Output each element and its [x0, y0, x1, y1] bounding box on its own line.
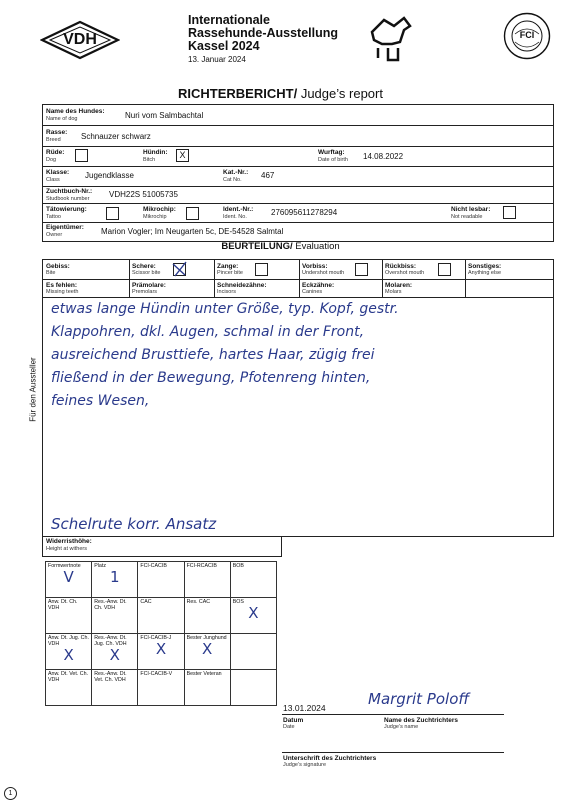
results-cell[interactable] — [230, 598, 276, 634]
results-cell-label: Anw. Dt. Ch. VDH — [48, 599, 78, 611]
results-row — [46, 634, 277, 670]
results-cell-mark: X — [202, 640, 213, 658]
results-cell-label: Formwertnote — [48, 563, 81, 569]
not-readable-sub: Not readable — [451, 214, 483, 220]
date-label: Datum — [283, 717, 304, 724]
evaluation-title-en: Evaluation — [295, 241, 340, 252]
female-label: Hündin: — [143, 149, 168, 156]
page-number — [4, 787, 17, 800]
handwritten-line: Klappohren, dkl. Augen, schmal in der Front, — [51, 324, 365, 340]
premolar-sub: Premolars — [132, 289, 158, 295]
dog-name-sub: Name of dog — [46, 116, 78, 122]
premolar-label: Prämolare: — [132, 282, 166, 289]
fci-logo-text: FCI — [519, 30, 535, 40]
results-cell[interactable] — [92, 598, 138, 634]
results-cell-label: BOB — [232, 563, 244, 569]
results-cell[interactable] — [230, 562, 276, 598]
results-cell-label: Res.-Anw. Dt. Vet. Ch. VDH — [94, 671, 127, 683]
handwritten-line: ausreichend Brusttiefe, hartes Haar, zügig frei — [51, 347, 375, 363]
class-value: Jugendklasse — [85, 171, 134, 180]
handwritten-line: feines Wesen, — [51, 393, 150, 409]
results-cell-label: Platz — [94, 563, 106, 569]
dog-name-label: Name des Hundes: — [46, 108, 105, 115]
cat-no-value: 467 — [261, 171, 275, 180]
handwritten-line: fließend in der Bewegung, Pfotenreng hinten, — [51, 370, 371, 386]
studbook-value: VDH22S 51005735 — [109, 190, 178, 199]
fci-seal — [503, 12, 551, 60]
results-cell[interactable] — [138, 670, 184, 706]
results-cell-label: Bester Veteran — [186, 671, 222, 677]
event-title-line2: Rassehunde-Ausstellung — [188, 26, 339, 40]
owner-value: Marion Vogler; Im Neugarten 5c, DE-54528 Salmtal — [101, 227, 284, 236]
incisor-sub: Incisors — [217, 289, 236, 295]
signature-sub: Judge’s signature — [283, 762, 327, 768]
evaluation-title-de: BEURTEILUNG — [221, 241, 290, 252]
date-sub: Date — [283, 724, 295, 730]
report-title-en: Judge’s report — [300, 86, 383, 101]
results-cell[interactable] — [184, 562, 230, 598]
overshot-checkbox[interactable] — [438, 263, 451, 276]
male-label: Rüde: — [46, 149, 65, 156]
results-cell-label: CAC — [140, 599, 152, 605]
undershot-label: Vorbiss: — [302, 263, 328, 270]
results-row — [46, 598, 277, 634]
results-cell[interactable] — [46, 562, 92, 598]
other-sub: Anything else — [468, 270, 502, 276]
results-cell[interactable] — [184, 670, 230, 706]
tattoo-label: Tätowierung: — [46, 206, 87, 213]
undershot-sub: Undershot mouth — [302, 270, 345, 276]
molar-sub: Molars — [385, 289, 402, 295]
chip-sub: Mikrochip — [143, 214, 167, 220]
date-value: 13.01.2024 — [283, 703, 326, 713]
event-title-line3: Kassel 2024 — [188, 39, 260, 53]
results-cell-label: Res. CAC — [186, 599, 211, 605]
tattoo-checkbox[interactable] — [106, 207, 119, 220]
chip-label: Mikrochip: — [143, 206, 176, 213]
bite-label: Gebiss: — [46, 263, 70, 270]
missing-teeth-sub: Missing teeth — [46, 289, 79, 295]
side-label: Für den Aussteller — [28, 357, 38, 422]
event-date: 13. Januar 2024 — [188, 55, 246, 64]
judge-name-handwritten: Margrit Poloff — [368, 690, 470, 708]
incisor-label: Schneidezähne: — [217, 282, 267, 289]
handwritten-bottom-line: Schelrute korr. Ansatz — [51, 515, 217, 533]
scissor-sub: Scissor bite — [132, 270, 161, 276]
male-sub: Dog — [46, 157, 57, 163]
results-cell[interactable] — [92, 670, 138, 706]
tattoo-sub: Tattoo — [46, 214, 61, 220]
judge-name-sub: Judge’s name — [384, 724, 419, 730]
evaluation-form — [42, 259, 554, 537]
overshot-sub: Overshot mouth — [385, 270, 425, 276]
male-checkbox[interactable] — [75, 149, 88, 162]
ident-sub: Ident. No. — [223, 214, 247, 220]
female-check-mark: X — [179, 150, 186, 160]
results-cell[interactable] — [138, 598, 184, 634]
evaluation-title-sep: / — [289, 241, 293, 252]
not-readable-label: Nicht lesbar: — [451, 206, 491, 213]
class-label: Klasse: — [46, 169, 70, 176]
results-cell[interactable] — [230, 670, 276, 706]
dob-sub: Date of birth — [318, 157, 348, 163]
canine-label: Eckzähne: — [302, 282, 335, 289]
overshot-label: Rückbiss: — [385, 263, 417, 270]
dob-label: Wurftag: — [318, 149, 345, 156]
results-cell-label: FCI-CACIB-J — [140, 635, 172, 641]
page-number-text: 1 — [8, 790, 13, 797]
undershot-checkbox[interactable] — [355, 263, 368, 276]
results-cell-mark: X — [248, 604, 259, 622]
chip-checkbox[interactable] — [186, 207, 199, 220]
breed-value: Schnauzer schwarz — [81, 132, 151, 141]
judge-name-label: Name des Zuchtrichters — [384, 717, 459, 724]
studbook-label: Zuchtbuch-Nr.: — [46, 188, 93, 195]
breed-label: Rasse: — [46, 129, 68, 136]
dog-details-form — [42, 104, 554, 242]
dog-name-value: Nuri vom Salmbachtal — [125, 111, 204, 120]
results-cell-label: BOS — [232, 599, 244, 605]
evaluation-title — [0, 241, 561, 252]
ident-label: Ident.-Nr.: — [223, 206, 254, 213]
results-cell[interactable] — [184, 598, 230, 634]
pincer-sub: Pincer bite — [217, 270, 243, 276]
results-cell-label: Res.-Anw. Dt. Jug. Ch. VDH — [94, 635, 127, 647]
results-cell[interactable] — [138, 634, 184, 670]
owner-sub: Owner — [46, 232, 63, 238]
other-label: Sonstiges: — [468, 263, 502, 270]
bite-sub: Bite — [46, 270, 56, 276]
vdh-logo-text: VDH — [63, 31, 97, 48]
results-row — [46, 562, 277, 598]
dob-value: 14.08.2022 — [363, 152, 404, 161]
pincer-checkbox[interactable] — [255, 263, 268, 276]
female-sub: Bitch — [143, 157, 156, 163]
handwritten-line: etwas lange Hündin unter Größe, typ. Kopf, gestr. — [51, 301, 399, 317]
results-cell-mark: X — [155, 640, 167, 658]
female-checkbox[interactable] — [176, 149, 189, 162]
canine-sub: Canines — [302, 289, 323, 295]
breed-sub: Breed — [46, 137, 61, 143]
height-label: Widerristhöhe: — [46, 538, 92, 545]
results-cell-mark: X — [63, 646, 74, 664]
results-cell-mark: V — [63, 568, 74, 586]
results-cell-label: Anw. Dt. Vet. Ch. VDH — [48, 671, 89, 683]
results-cell-label: Bester Junghund — [186, 635, 227, 641]
results-cell[interactable] — [184, 634, 230, 670]
height-sub: Height at withers — [46, 546, 87, 552]
results-grid — [45, 561, 277, 706]
event-title — [188, 14, 338, 67]
results-row — [46, 670, 277, 706]
studbook-sub: Studbook number — [46, 196, 90, 202]
cat-no-label: Kat.-Nr.: — [223, 169, 249, 176]
vdh-logo — [40, 20, 120, 60]
pincer-label: Zange: — [217, 263, 239, 270]
scissor-check-mark — [170, 260, 192, 278]
ident-value: 276095611278294 — [271, 208, 338, 217]
results-cell[interactable] — [46, 670, 92, 706]
results-cell[interactable] — [92, 634, 138, 670]
results-cell-label: FCI-RCACIB — [186, 563, 217, 569]
cat-no-sub: Cat No. — [223, 177, 242, 183]
molar-label: Molaren: — [385, 282, 413, 289]
results-cell-mark: X — [109, 646, 120, 664]
class-sub: Class — [46, 177, 60, 183]
report-title — [0, 86, 561, 101]
results-cell[interactable] — [46, 634, 92, 670]
report-title-de: RICHTERBERICHT — [178, 86, 294, 101]
results-cell-label: Res.-Anw. Dt. Ch. VDH — [94, 599, 127, 611]
missing-teeth-label: Es fehlen: — [46, 282, 78, 289]
results-cell[interactable] — [230, 634, 276, 670]
results-cell-label: FCI-CACIB — [140, 563, 167, 569]
results-cell[interactable] — [92, 562, 138, 598]
owner-label: Eigentümer: — [46, 224, 84, 231]
signature-label: Unterschrift des Zuchtrichters — [283, 755, 377, 762]
results-cell-label: Anw. Dt. Jug. Ch. VDH — [48, 635, 89, 647]
results-cell-label: FCI-CACIB-V — [140, 671, 173, 677]
event-title-line1: Internationale — [188, 13, 270, 27]
height-at-withers — [42, 536, 282, 557]
results-cell[interactable] — [46, 598, 92, 634]
report-title-sep: / — [293, 86, 298, 101]
dog-logo-icon — [364, 14, 416, 64]
results-cell-mark: 1 — [110, 568, 120, 586]
results-cell[interactable] — [138, 562, 184, 598]
not-readable-checkbox[interactable] — [503, 206, 516, 219]
scissor-label: Schere: — [132, 263, 156, 270]
